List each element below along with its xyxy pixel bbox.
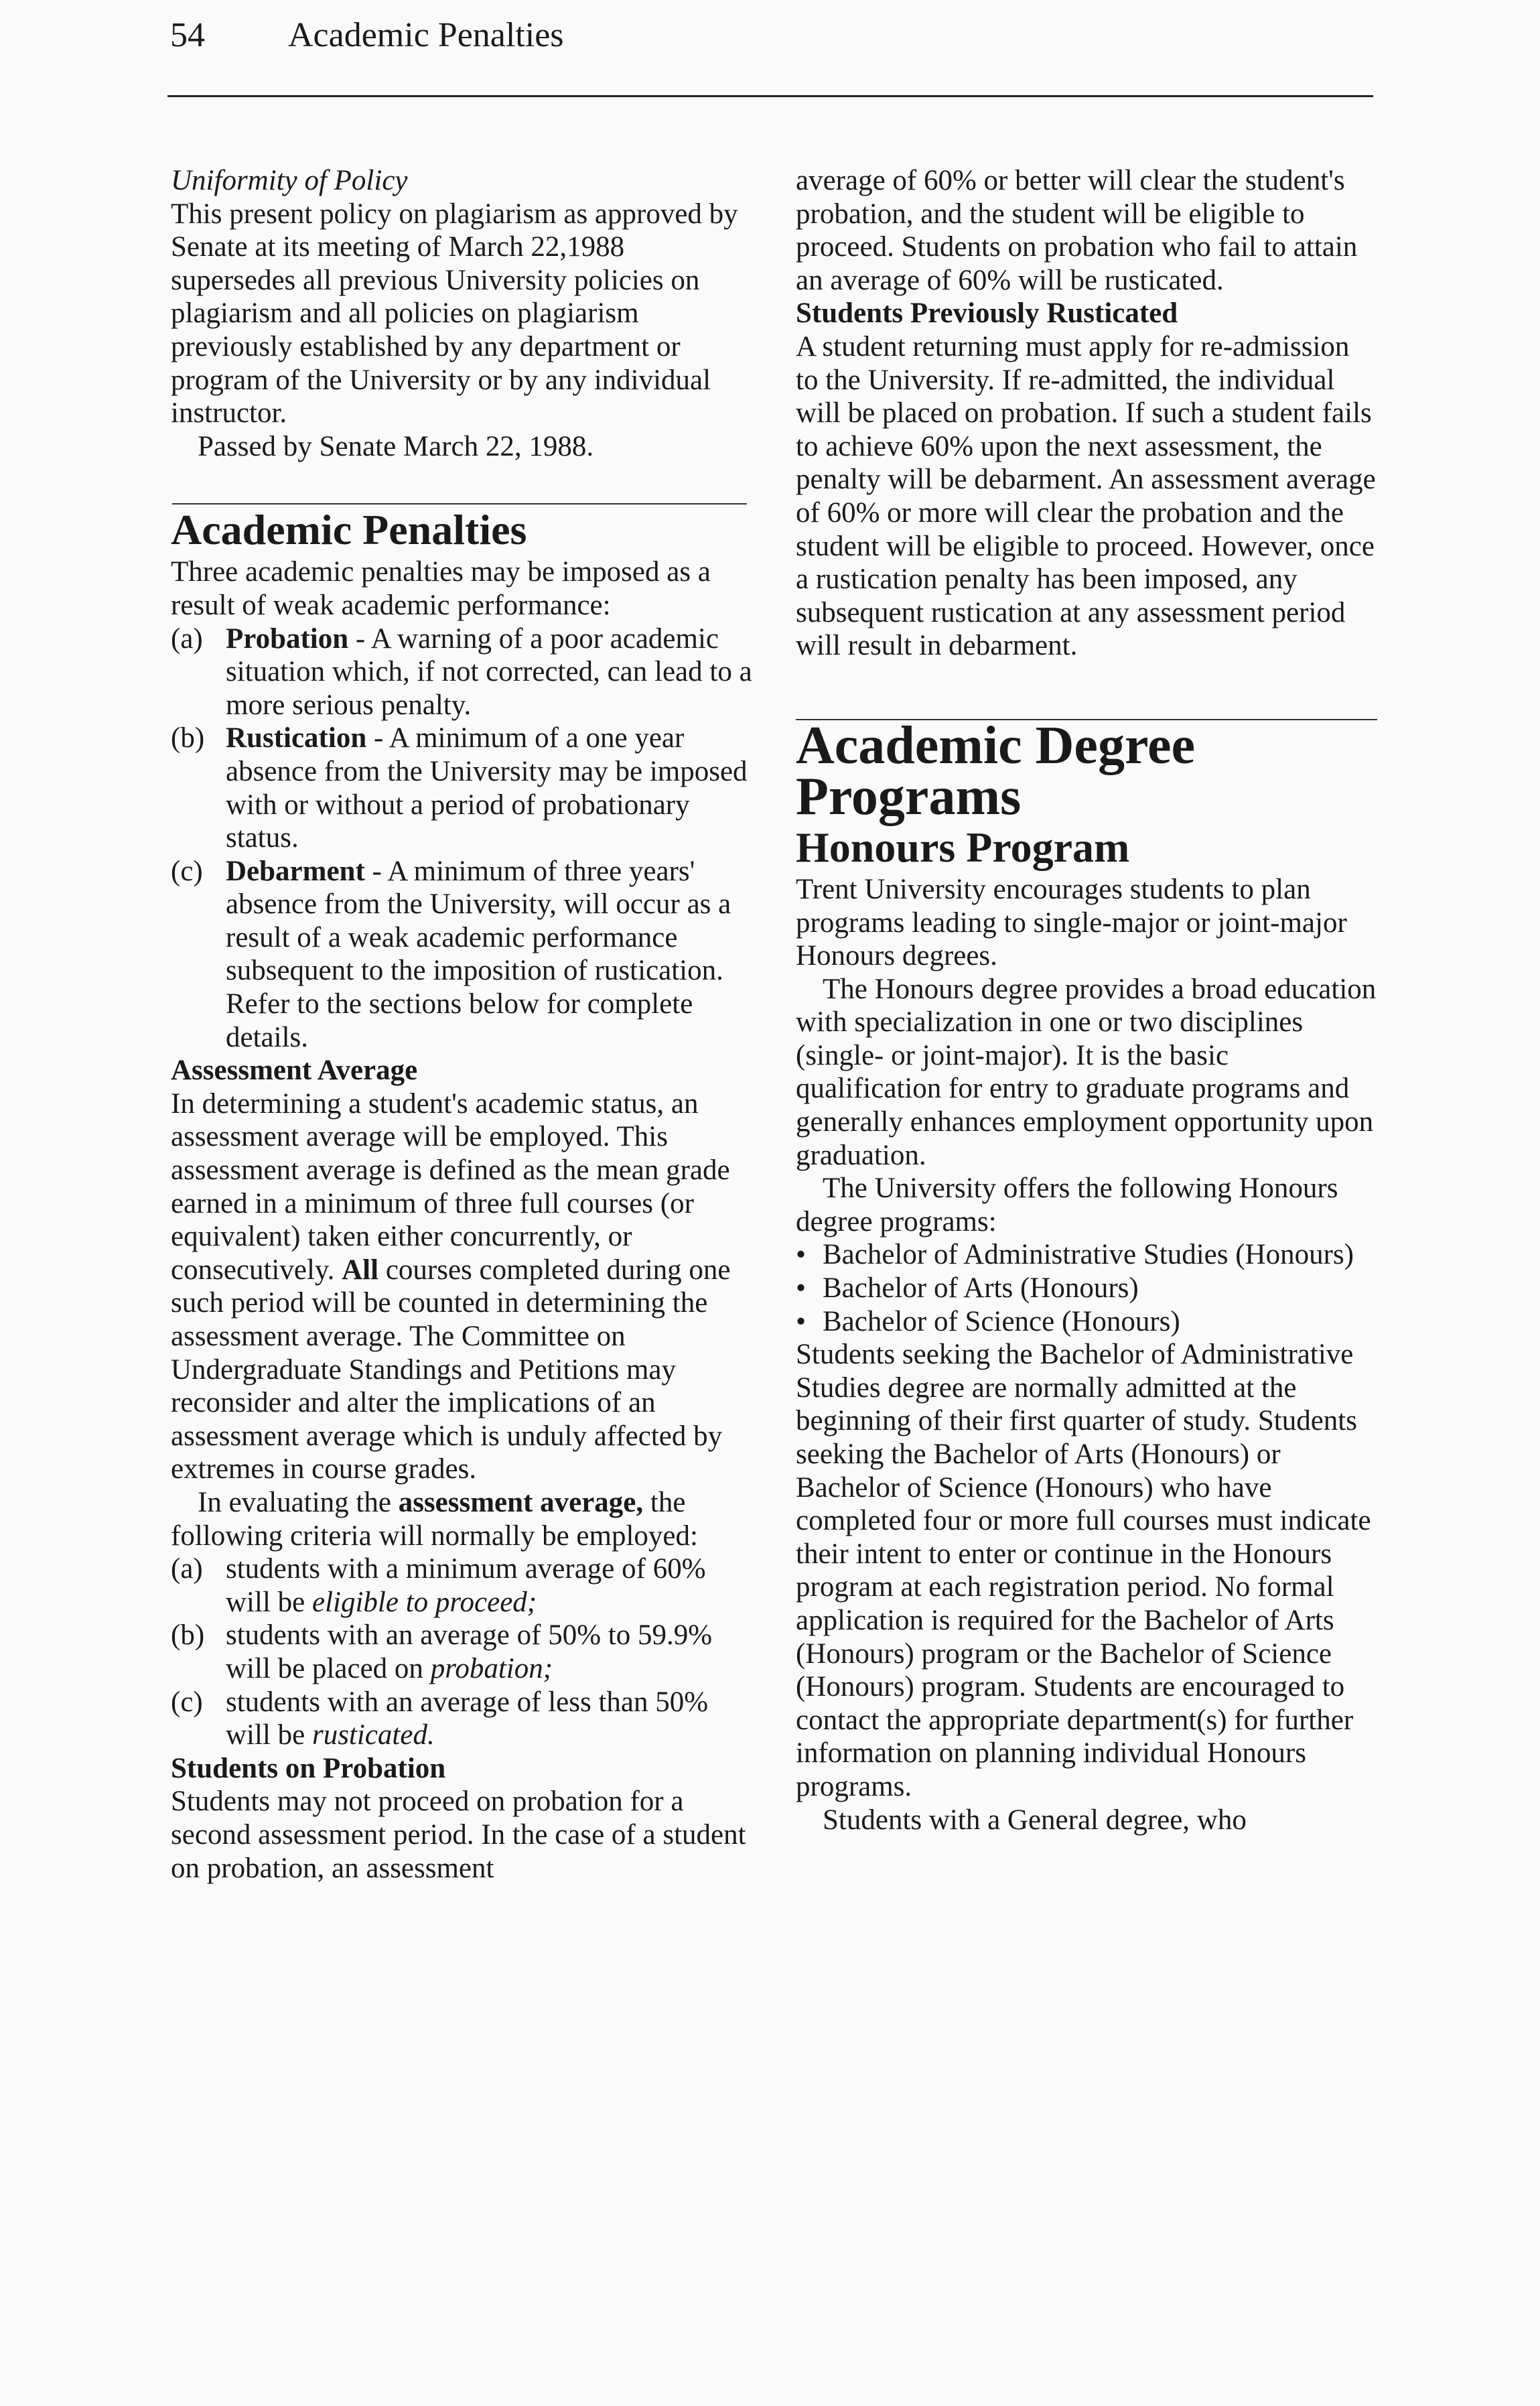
penalty-desc: - A minimum of a one year absence from the University may be imposed with or without a period of probationary status.: [226, 722, 748, 854]
degree-title-line-1: Academic Degree: [796, 716, 1196, 775]
rusticated-text: A student returning must apply for re-admission to the University. If re-admitted, the individual will be placed on probation. If such a student fails to achieve 60% upon the next assessment, the penalty will be debarment. An assessment average of 60% or more will clear the probation and the student will be eligible to proceed. However, once a rustication penalty has been imposed, any subsequent rustication at any assessment period will result in debarment.: [796, 330, 1376, 662]
penalty-term: Rustication: [226, 722, 367, 754]
item-label: (a): [171, 622, 203, 655]
assessment-bold-word: All: [342, 1254, 379, 1286]
criterion-emphasis: probation: [430, 1652, 543, 1684]
list-item: [171, 722, 754, 854]
list-item: [171, 1686, 754, 1752]
honours-program-title: Honours Program: [796, 823, 1130, 871]
assessment-text-after: courses completed during one such period will be counted in determining the assessment average. The Committee on Undergraduate Standings and Petitions may reconsider and alter the implications of an assessment average which is unduly affected by extremes in course grades.: [171, 1254, 731, 1485]
uniformity-heading: Uniformity of Policy: [171, 165, 408, 196]
penalty-term: Debarment: [226, 855, 365, 887]
item-label: (b): [171, 722, 205, 754]
criterion-text: students with a minimum average of 60% will be: [226, 1553, 706, 1618]
probation-text: Students may not proceed on probation for a second assessment period. In the case of a student on probation, an assessment: [171, 1786, 746, 1884]
honours-paragraph-2: The Honours degree provides a broad education with specialization in one or two disciplines (single- or joint-major). It is the basic qualification for entry to graduate programs and generally enhances employment opportunity upon graduation.: [796, 973, 1377, 1171]
running-header: [170, 12, 564, 59]
assessment-text: [171, 1087, 754, 1486]
item-label: (c): [171, 1686, 203, 1718]
item-label: (b): [171, 1619, 205, 1652]
criterion-emphasis: eligible to proceed: [311, 1586, 527, 1618]
honours-paragraph-5: Students with a General degree, who: [823, 1804, 1247, 1836]
honours-paragraph-3: The University offers the following Honours degree programs:: [796, 1173, 1338, 1238]
program-name: Bachelor of Administrative Studies (Honours): [823, 1239, 1354, 1271]
criterion-end: .: [427, 1719, 435, 1751]
criterion-text: students with an average of less than 50% will be: [226, 1686, 709, 1751]
item-label: (a): [171, 1553, 203, 1585]
header-rule: [167, 95, 1373, 97]
running-title: Academic Penalties: [288, 16, 564, 54]
uniformity-text: This present policy on plagiarism as approved by Senate at its meeting of March 22,1988 supersedes all previous University policies on plagiarism and all policies on plagiarism previously established by any department or program of the University or by any individual instructor.: [171, 198, 738, 429]
evaluation-text: [171, 1486, 754, 1552]
penalties-intro: Three academic penalties may be imposed as a result of weak academic performance:: [171, 556, 711, 621]
penalty-desc: - A minimum of three years' absence from the University, will occur as a result of a weak academic performance subsequent to the imposition of rustication. Refer to the sections below for complete details.: [226, 855, 731, 1053]
honours-paragraph-1: Trent University encourages students to plan programs leading to single-major or joint-major Honours degrees.: [796, 873, 1347, 972]
criterion-text: students with an average of 50% to 59.9% will be placed on: [226, 1619, 713, 1684]
list-item: [171, 1619, 754, 1685]
list-item: [171, 855, 754, 1055]
criterion-end: ;: [543, 1652, 553, 1684]
list-item: [796, 1238, 1379, 1272]
honours-programs-list: [796, 1238, 1379, 1338]
item-label: (c): [171, 855, 203, 887]
evaluation-bold: assessment average,: [398, 1486, 644, 1518]
penalties-list: [171, 622, 754, 1055]
page-number: 54: [170, 16, 205, 54]
criterion-end: ;: [527, 1586, 537, 1618]
list-item: [796, 1305, 1379, 1339]
evaluation-before: In evaluating the: [198, 1486, 391, 1518]
right-column: [796, 164, 1379, 1836]
probation-heading: Students on Probation: [171, 1752, 446, 1784]
program-name: Bachelor of Science (Honours): [823, 1305, 1180, 1337]
assessment-heading: Assessment Average: [171, 1055, 418, 1087]
bullet-icon: •: [796, 1272, 807, 1305]
left-column: [171, 164, 754, 1885]
list-item: [171, 622, 754, 722]
bullet-icon: •: [796, 1239, 807, 1271]
probation-continued: average of 60% or better will clear the student's probation, and the student will be eligible to proceed. Students on probation who fail to attain an average of 60% will be rusticated.: [796, 165, 1358, 296]
criteria-list: [171, 1552, 754, 1752]
list-item: [796, 1272, 1379, 1305]
penalty-desc: - A warning of a poor academic situation which, if not corrected, can lead to a more serious penalty.: [226, 622, 752, 721]
section-title-degree-programs: [796, 716, 1379, 826]
rusticated-heading: Students Previously Rusticated: [796, 297, 1178, 330]
evaluation-after: the following criteria will normally be employed:: [171, 1486, 698, 1552]
honours-paragraph-4: Students seeking the Bachelor of Administrative Studies degree are normally admitted at the beginning of their first quarter of study. Students seeking the Bachelor of Arts (Honours) or Bachelor of Science (Honours) who have completed four or more full courses must indicate their intent to enter or continue in the Honours program at each registration period. No formal application is required for the Bachelor of Arts (Honours) program or the Bachelor of Science (Honours) program. Students are encouraged to contact the appropriate department(s) for further information on planning individual Honours programs.: [796, 1339, 1371, 1802]
criterion-emphasis: rusticated: [311, 1719, 427, 1751]
program-name: Bachelor of Arts (Honours): [823, 1272, 1139, 1305]
section-title-academic-penalties: Academic Penalties: [171, 506, 527, 554]
assessment-text-before: In determining a student's academic status, an assessment average will be employed. This assessment average is defined as the mean grade earned in a minimum of three full courses (or equivalent) taken either concurrently, or consecutively.: [171, 1087, 730, 1286]
degree-title-line-2: Programs: [796, 766, 1022, 826]
passed-note: Passed by Senate March 22, 1988.: [198, 430, 594, 462]
bullet-icon: •: [796, 1305, 807, 1337]
penalty-term: Probation: [226, 622, 349, 655]
list-item: [171, 1552, 754, 1619]
